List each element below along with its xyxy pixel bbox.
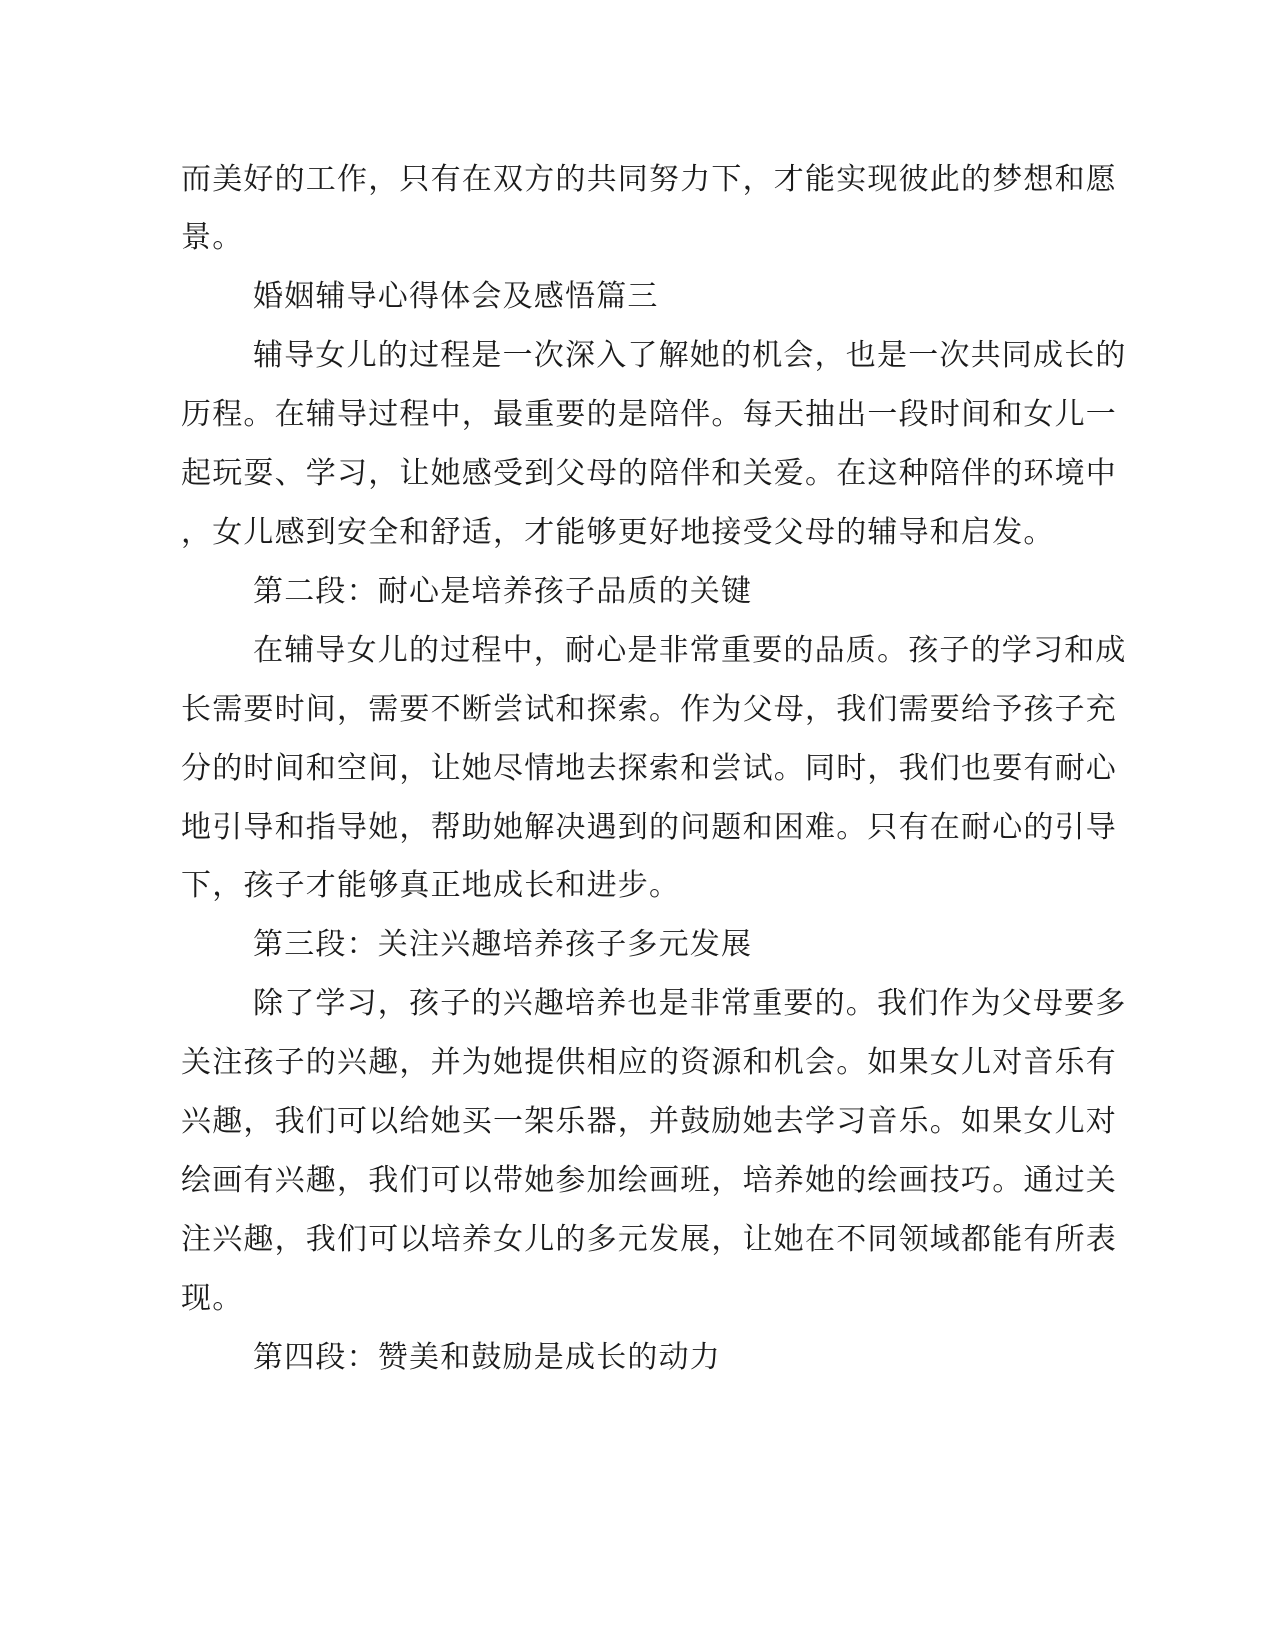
text-line: 分的时间和空间，让她尽情地去探索和尝试。同时，我们也要有耐心 — [181, 751, 1117, 786]
text-line: 绘画有兴趣，我们可以带她参加绘画班，培养她的绘画技巧。通过关 — [181, 1163, 1117, 1198]
text-line: 除了学习，孩子的兴趣培养也是非常重要的。我们作为父母要多 — [253, 986, 1127, 1021]
text-line: 下，孩子才能够真正地成长和进步。 — [181, 868, 681, 903]
text-line: 起玩耍、学习，让她感受到父母的陪伴和关爱。在这种陪伴的环境中 — [181, 456, 1117, 491]
text-line: 而美好的工作，只有在双方的共同努力下，才能实现彼此的梦想和愿 — [181, 162, 1117, 197]
text-line: 关注孩子的兴趣，并为她提供相应的资源和机会。如果女儿对音乐有 — [181, 1045, 1117, 1080]
text-line: 兴趣，我们可以给她买一架乐器，并鼓励她去学习音乐。如果女儿对 — [181, 1104, 1117, 1139]
text-line: 地引导和指导她，帮助她解决遇到的问题和困难。只有在耐心的引导 — [181, 810, 1117, 845]
text-line: 注兴趣，我们可以培养女儿的多元发展，让她在不同领域都能有所表 — [181, 1222, 1117, 1257]
section-heading: 第三段：关注兴趣培养孩子多元发展 — [253, 927, 753, 962]
text-line: 历程。在辅导过程中，最重要的是陪伴。每天抽出一段时间和女儿一 — [181, 397, 1117, 432]
section-heading: 婚姻辅导心得体会及感悟篇三 — [253, 279, 659, 314]
text-line: 长需要时间，需要不断尝试和探索。作为父母，我们需要给予孩子充 — [181, 692, 1117, 727]
text-line: 景。 — [181, 220, 244, 255]
text-line: 现。 — [181, 1281, 244, 1316]
section-heading: 第四段：赞美和鼓励是成长的动力 — [253, 1340, 721, 1375]
text-line: 在辅导女儿的过程中，耐心是非常重要的品质。孩子的学习和成 — [253, 633, 1127, 668]
text-line: ，女儿感到安全和舒适，才能够更好地接受父母的辅导和启发。 — [181, 515, 1055, 550]
text-line: 辅导女儿的过程是一次深入了解她的机会，也是一次共同成长的 — [253, 338, 1127, 373]
section-heading: 第二段：耐心是培养孩子品质的关键 — [253, 574, 753, 609]
